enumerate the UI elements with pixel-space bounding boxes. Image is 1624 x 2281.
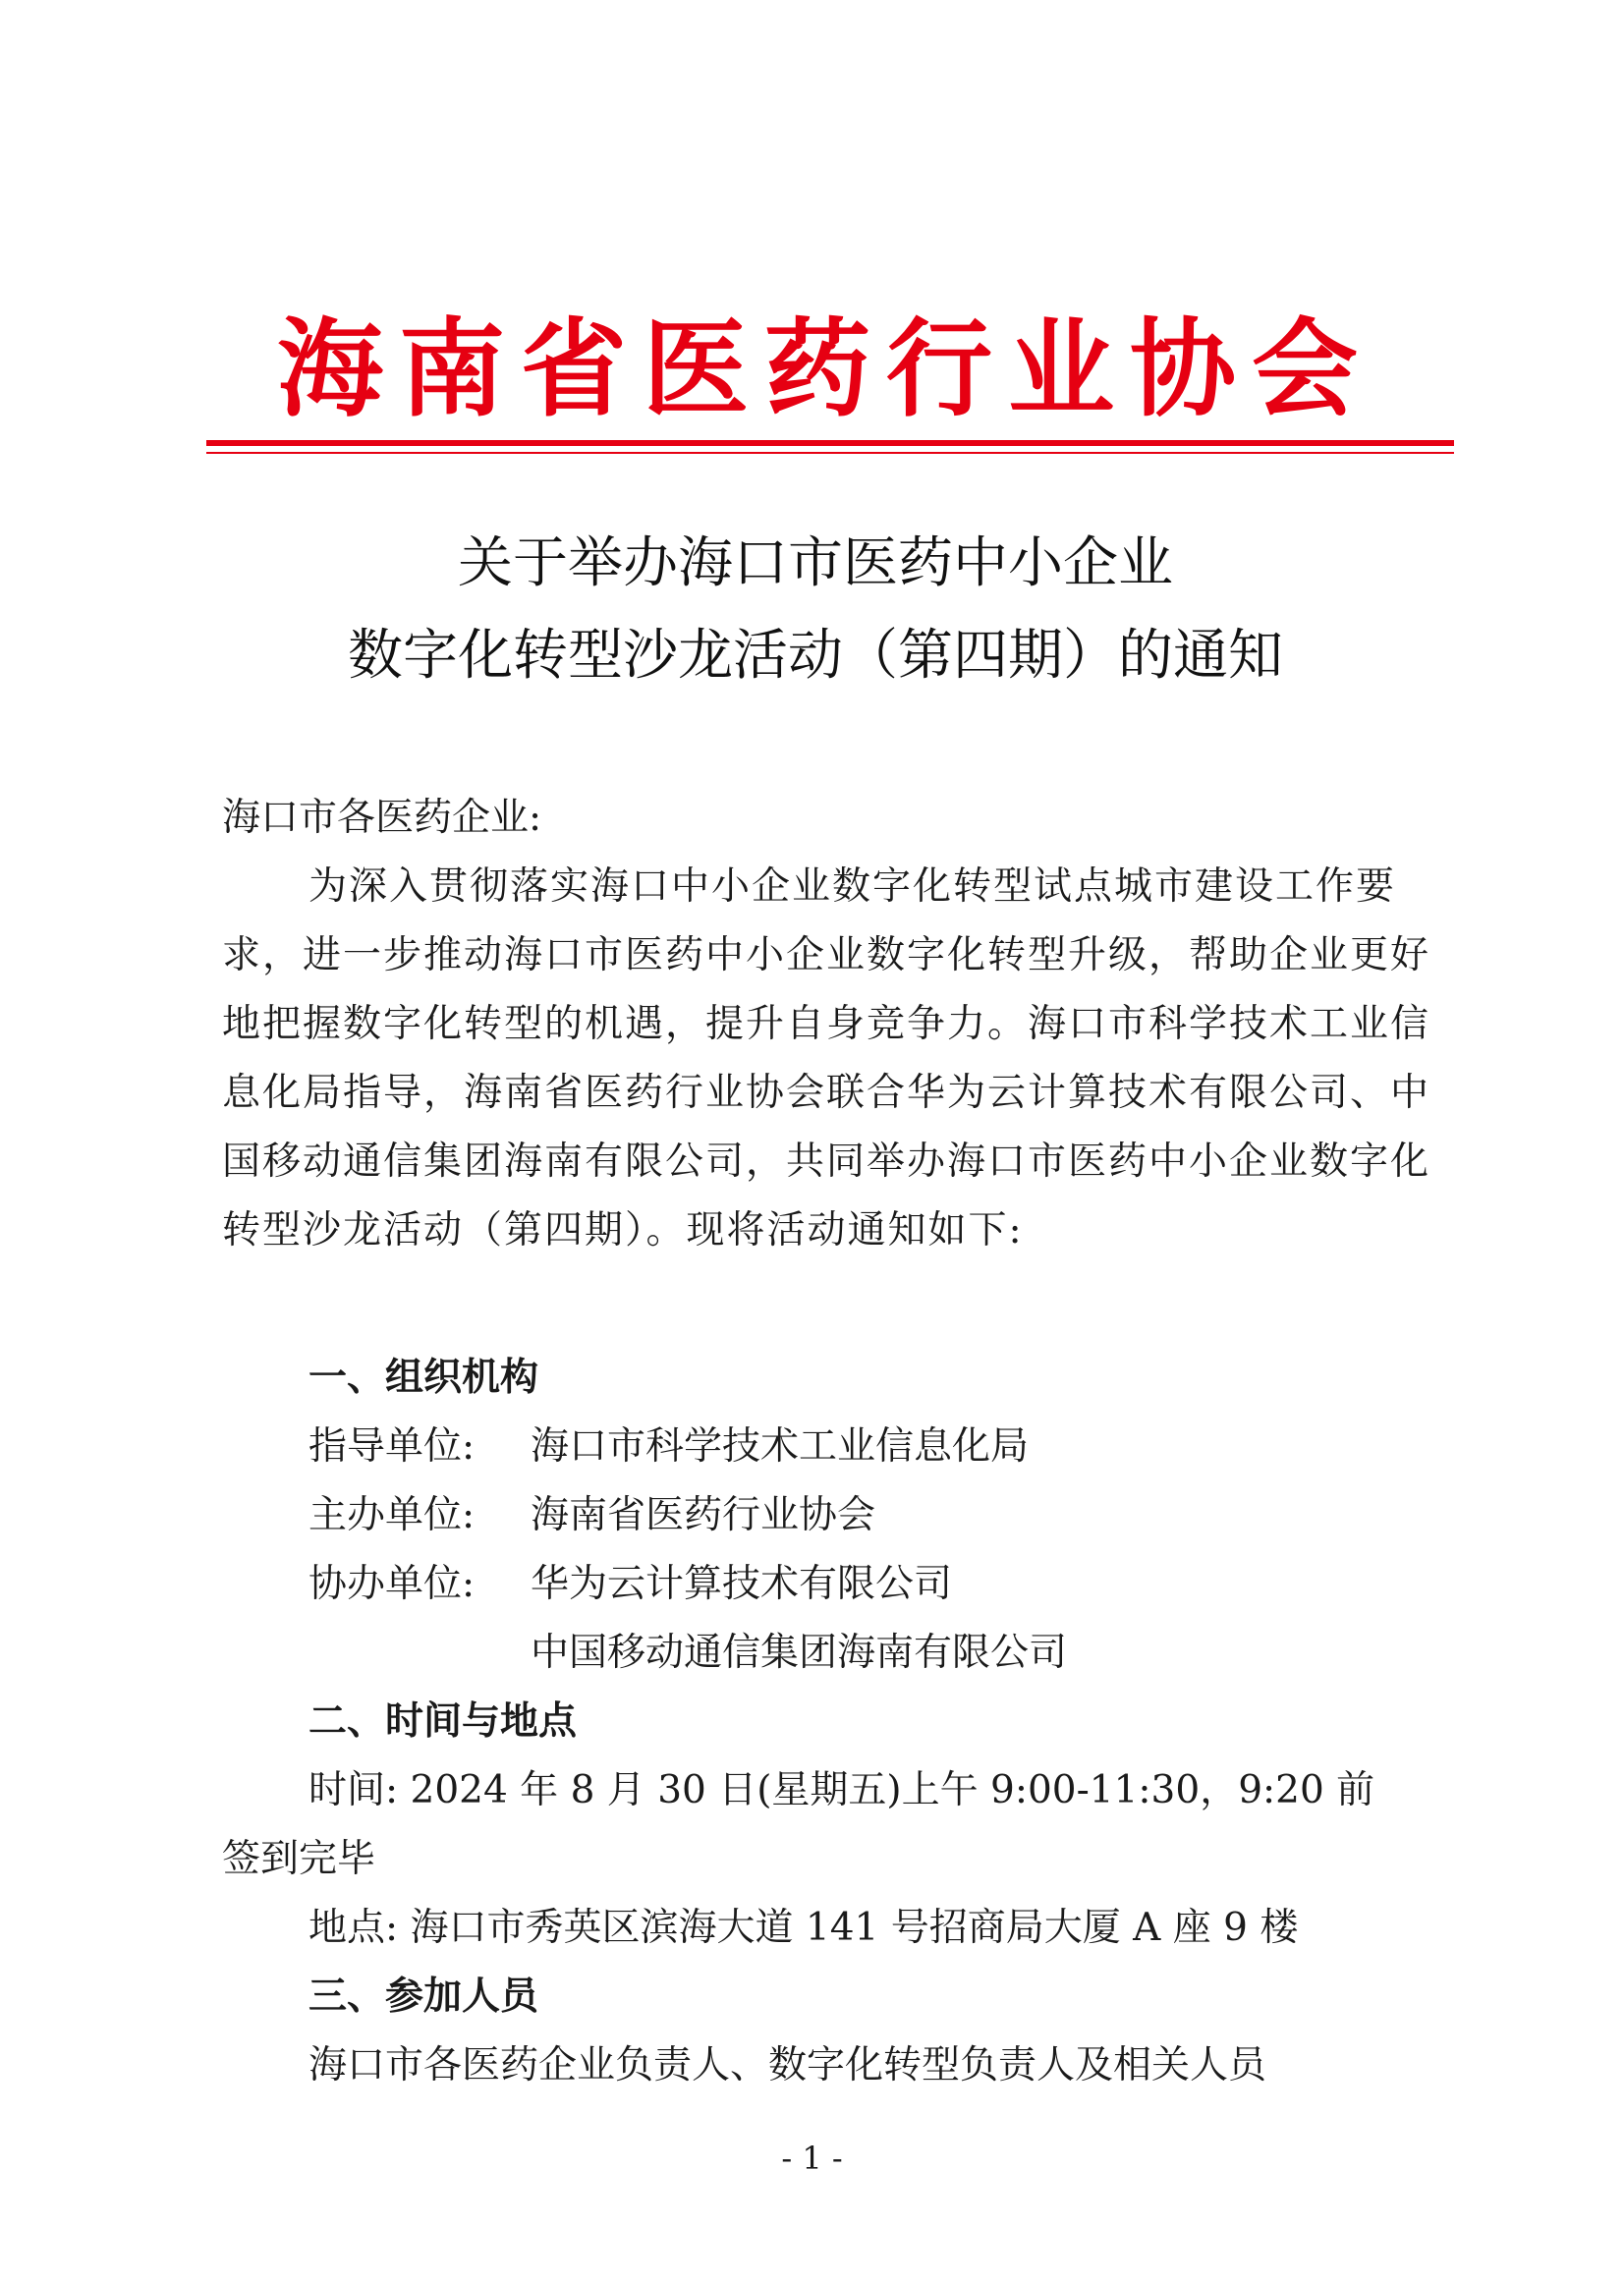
co-unit-label: 协办单位:: [308, 1562, 476, 1606]
letterhead-red-rule: [206, 440, 1454, 446]
page-number: - 1 -: [781, 2140, 843, 2177]
section-3-heading: 三、参加人员: [308, 1975, 539, 2019]
host-unit-value: 海南省医药行业协会: [531, 1493, 876, 1537]
section-2-heading: 二、时间与地点: [308, 1699, 578, 1744]
letterhead-org-name: 海南省医药行业协会: [276, 308, 1373, 431]
co-unit-value-2: 中国移动通信集团海南有限公司: [531, 1631, 1068, 1675]
guide-unit-label: 指导单位:: [308, 1424, 476, 1469]
guide-unit-value: 海口市科学技术工业信息化局: [531, 1424, 1030, 1469]
notice-title-line-1: 关于举办海口市医药中小企业: [458, 531, 1173, 595]
notice-title-line-2: 数字化转型沙龙活动（第四期）的通知: [348, 624, 1283, 688]
participants: 海口市各医药企业负责人、数字化转型负责人及相关人员: [308, 2043, 1267, 2087]
event-place: 地点: 海口市秀英区滨海大道 141 号招商局大厦 A 座 9 楼: [308, 1906, 1299, 1950]
event-time-continued: 签到完毕: [222, 1837, 376, 1881]
event-time: 时间: 2024 年 8 月 30 日(星期五)上午 9:00-11:30，9:20 前: [308, 1768, 1375, 1812]
section-1-heading: 一、组织机构: [308, 1356, 539, 1400]
co-unit-value-1: 华为云计算技术有限公司: [531, 1562, 953, 1606]
host-unit-label: 主办单位:: [308, 1493, 476, 1537]
intro-paragraph: 为深入贯彻落实海口中小企业数字化转型试点城市建设工作要求，进一步推动海口市医药中小企业数字化转型升级，帮助企业更好地把握数字化转型的机遇，提升自身竞争力。海口市科学技术工业信息化局指导，海南省医药行业协会联合华为云计算技术有限公司、中国移动通信集团海南有限公司，共同举办海口市医药中小企业数字化转型沙龙活动（第四期）。现将活动通知如下:: [222, 864, 1431, 1252]
salutation: 海口市各医药企业:: [222, 796, 542, 840]
letterhead-red-rule-thin: [206, 452, 1454, 454]
